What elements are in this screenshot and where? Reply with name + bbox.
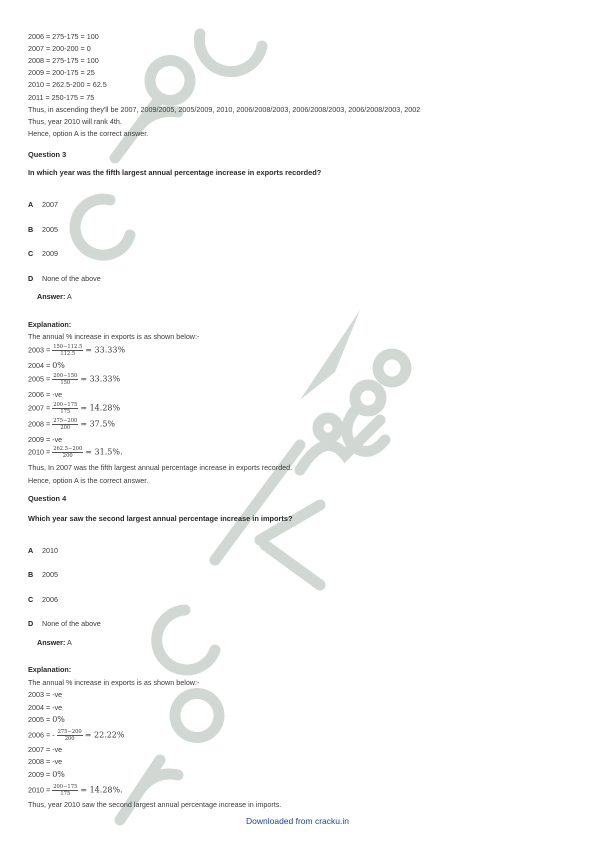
explanation-intro: The annual % increase in exports is as shown below:- <box>28 332 200 341</box>
option-b[interactable] <box>28 225 58 234</box>
text-line: 2009 = 200-175 = 25 <box>28 68 95 77</box>
option-key: A <box>28 200 34 209</box>
explanation-intro: The annual % increase in exports is as shown below:- <box>28 678 200 687</box>
option-text: None of the above <box>42 619 101 628</box>
conclusion: Thus, year 2010 saw the second largest annual percentage increase in imports. <box>28 800 282 809</box>
text-line: Thus, year 2010 will rank 4th. <box>28 117 122 126</box>
option-key: B <box>28 570 34 579</box>
answer <box>37 292 72 301</box>
text-line: 2007 = 200-200 = 0 <box>28 44 91 53</box>
option-text: 2010 <box>42 546 58 555</box>
option-key: D <box>28 274 34 283</box>
answer-value: A <box>66 638 72 647</box>
calc-row: 2004 = -ve <box>28 703 63 712</box>
answer-value: A <box>66 292 72 301</box>
option-key: A <box>28 546 34 555</box>
answer-label: Answer: <box>37 638 66 647</box>
option-text: 2009 <box>42 249 58 258</box>
calc-row: 2006 = - $\frac{275-200}{200}$ = 22.22% <box>28 729 125 742</box>
calc-row: 2010 = $\frac{200-175}{175}$ = 14.28%. <box>28 784 123 797</box>
calc-row: 2004 = 0% <box>28 361 65 370</box>
text-line: 2006 = 275-175 = 100 <box>28 32 99 41</box>
explanation-label: Explanation: <box>28 665 72 674</box>
calc-row: 2003 = $\frac{150-112.5}{112.5}$ = 33.33% <box>28 344 126 357</box>
calc-row: 2005 = $\frac{200-150}{150}$ = 33.33% <box>28 373 121 386</box>
explanation-label: Explanation: <box>28 320 72 329</box>
footer-link[interactable]: Downloaded from cracku.in <box>246 816 349 826</box>
question-text: Which year saw the second largest annual percentage increase in imports? <box>28 514 293 523</box>
calc-row: 2008 = $\frac{275-200}{200}$ = 37.5% <box>28 418 116 431</box>
calc-row: 2007 = $\frac{200-175}{175}$ = 14.28% <box>28 402 121 415</box>
option-text: 2007 <box>42 200 58 209</box>
question-text: In which year was the fifth largest annual percentage increase in exports recorded? <box>28 168 322 177</box>
text-line: Hence, option A is the correct answer. <box>28 129 149 138</box>
question-label: Question 3 <box>28 150 67 159</box>
text-line: Thus, in ascending they'll be 2007, 2009/2005, 2005/2009, 2010, 2006/2008/2003, 2006/2008/2003, 2006/2008/2003, 2002 <box>28 105 421 114</box>
text-line: 2011 = 250-175 = 75 <box>28 93 95 102</box>
option-a[interactable] <box>28 546 58 555</box>
option-d[interactable] <box>28 274 101 283</box>
option-key: C <box>28 595 34 604</box>
option-text: 2005 <box>42 225 58 234</box>
calc-row: 2006 = -ve <box>28 390 63 399</box>
option-text: 2006 <box>42 595 58 604</box>
text-line: 2008 = 275-175 = 100 <box>28 56 99 65</box>
text-line: 2010 = 262.5-200 = 62.5 <box>28 80 107 89</box>
calc-row: 2009 = -ve <box>28 435 63 444</box>
question-label: Question 4 <box>28 494 67 503</box>
option-key: C <box>28 249 34 258</box>
option-key: D <box>28 619 34 628</box>
option-b[interactable] <box>28 570 58 579</box>
option-a[interactable] <box>28 200 58 209</box>
calc-row: 2009 = 0% <box>28 770 65 779</box>
answer <box>37 638 72 647</box>
conclusion: Thus, In 2007 was the fifth largest annual percentage increase in exports recorded. <box>28 463 293 472</box>
option-text: 2005 <box>42 570 58 579</box>
calc-row: 2008 = -ve <box>28 757 63 766</box>
calc-row: 2005 = 0% <box>28 715 65 724</box>
option-c[interactable] <box>28 249 58 258</box>
calc-row: 2007 = -ve <box>28 745 63 754</box>
answer-label: Answer: <box>37 292 66 301</box>
conclusion: Hence, option A is the correct answer. <box>28 476 149 485</box>
option-d[interactable] <box>28 619 101 628</box>
option-text: None of the above <box>42 274 101 283</box>
option-key: B <box>28 225 34 234</box>
option-c[interactable] <box>28 595 58 604</box>
calc-row: 2003 = -ve <box>28 690 63 699</box>
calc-row: 2010 = $\frac{262.5-200}{200}$ = 31.5%. <box>28 446 123 459</box>
